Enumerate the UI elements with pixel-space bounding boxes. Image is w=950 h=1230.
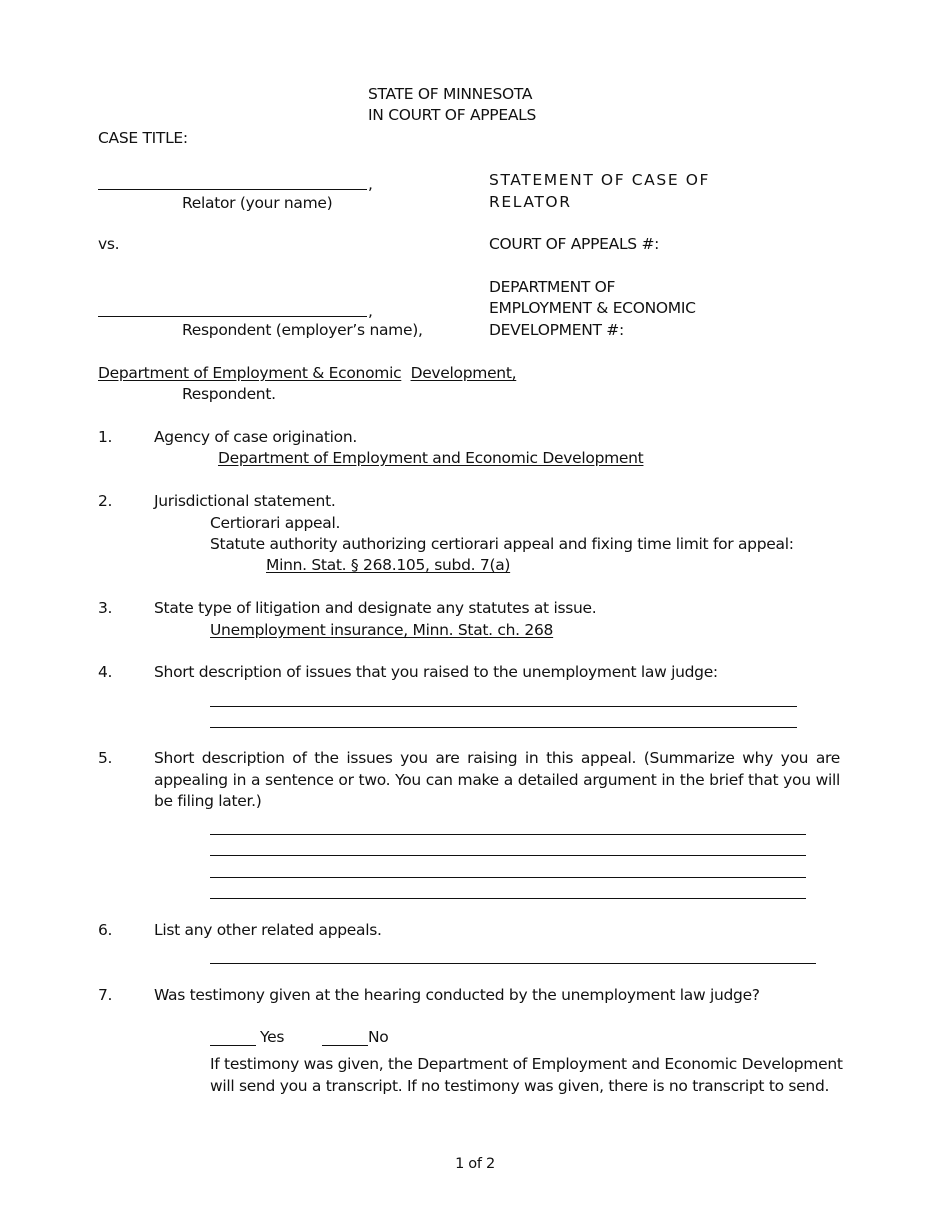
item-2-sub2: Statute authority authorizing certiorari appeal and fixing time limit for appeal: (210, 535, 794, 553)
item-7-note-line1: If testimony was given, the Department of Employment and Economic Development (210, 1055, 843, 1073)
item-5-answer-line-2[interactable] (210, 855, 806, 856)
item-1-answer: Department of Employment and Economic Development (218, 449, 644, 467)
item-5-answer-line-4[interactable] (210, 898, 806, 899)
item-7-number: 7. (98, 986, 113, 1004)
item-2-sub1: Certiorari appeal. (210, 514, 341, 532)
relator-label: Relator (your name) (182, 194, 333, 212)
item-4-answer-line-1[interactable] (210, 706, 797, 707)
item-2-title: Jurisdictional statement. (154, 492, 336, 510)
statement-title-line1: STATEMENT OF CASE OF (489, 171, 711, 189)
respondent-comma: , (368, 302, 373, 320)
relator-name-line[interactable] (98, 189, 367, 190)
item-3-answer: Unemployment insurance, Minn. Stat. ch. 268 (210, 621, 554, 639)
item-2-answer: Minn. Stat. § 268.105, subd. 7(a) (266, 556, 511, 574)
court-name-heading: IN COURT OF APPEALS (368, 106, 537, 124)
yes-blank-line[interactable] (210, 1045, 256, 1046)
item-7-title: Was testimony given at the hearing conducted by the unemployment law judge? (154, 986, 760, 1004)
relator-comma: , (368, 175, 373, 193)
respondent-label: Respondent (employer’s name), (182, 321, 423, 339)
deed-respondent-name (98, 363, 516, 383)
deed-name-part1: Department of Employment & Economic (98, 364, 402, 382)
deed-name-part2: Development, (410, 364, 517, 382)
item-5-title: Short description of the issues you are raising in this appeal. (Summarize why you are appealing in a sentence or two. You can make a detailed argument in the brief that you will be filing later.) (154, 749, 840, 810)
dept-number-label-line2: EMPLOYMENT & ECONOMIC (489, 299, 696, 317)
no-blank-line[interactable] (322, 1045, 368, 1046)
item-4-title: Short description of issues that you raised to the unemployment law judge: (154, 663, 718, 681)
item-6-answer-line[interactable] (210, 963, 816, 964)
deed-respondent-role: Respondent. (182, 385, 276, 403)
respondent-name-line[interactable] (98, 316, 367, 317)
item-3-title: State type of litigation and designate any statutes at issue. (154, 599, 597, 617)
no-label: No (368, 1028, 389, 1046)
court-state-heading: STATE OF MINNESOTA (368, 85, 533, 103)
case-title-label: CASE TITLE: (98, 129, 188, 147)
item-4-answer-line-2[interactable] (210, 727, 797, 728)
item-1-title: Agency of case origination. (154, 428, 357, 446)
dept-number-label-line3: DEVELOPMENT #: (489, 321, 624, 339)
dept-number-label-line1: DEPARTMENT OF (489, 278, 616, 296)
item-3-number: 3. (98, 599, 113, 617)
item-6-number: 6. (98, 921, 113, 939)
court-of-appeals-number-label: COURT OF APPEALS #: (489, 235, 660, 253)
page-number: 1 of 2 (455, 1156, 495, 1172)
statement-title-line2: RELATOR (489, 193, 572, 211)
item-5-number: 5. (98, 749, 113, 767)
item-1-number: 1. (98, 428, 113, 446)
item-5-answer-line-1[interactable] (210, 834, 806, 835)
item-2-number: 2. (98, 492, 113, 510)
item-7-note-line2: will send you a transcript. If no testimony was given, there is no transcript to send. (210, 1077, 830, 1095)
item-6-title: List any other related appeals. (154, 921, 382, 939)
versus-label: vs. (98, 235, 120, 253)
item-5-answer-line-3[interactable] (210, 877, 806, 878)
yes-label: Yes (260, 1028, 285, 1046)
item-4-number: 4. (98, 663, 113, 681)
